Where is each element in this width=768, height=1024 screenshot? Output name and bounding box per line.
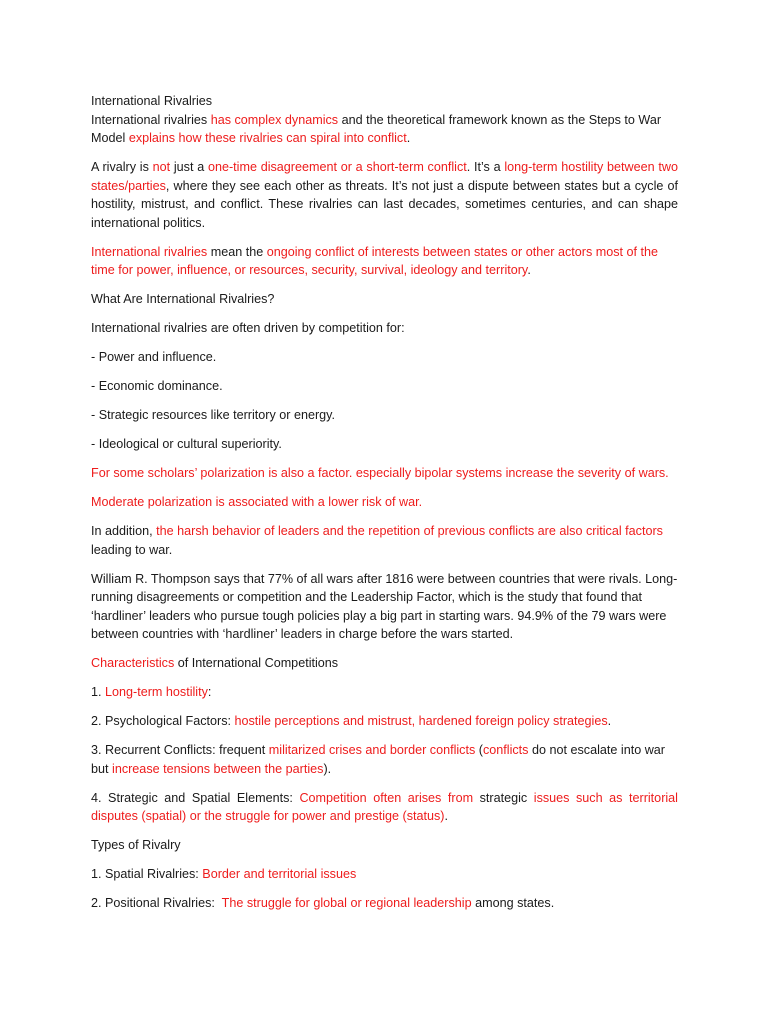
item-highlight: conflicts bbox=[482, 743, 529, 757]
item-text: ( bbox=[475, 743, 483, 757]
definition-highlight: one-time disagreement or a short-term conflict bbox=[207, 160, 467, 174]
definition-highlight: long-term hostility between two states/parties bbox=[91, 160, 678, 193]
driver-item: - Economic dominance. bbox=[91, 379, 223, 393]
item-highlight: increase tensions between the parties bbox=[112, 761, 324, 776]
addition-paragraph bbox=[91, 522, 678, 559]
section-heading-types: Types of Rivalry bbox=[91, 838, 181, 852]
definition-highlight: not bbox=[152, 160, 171, 174]
item-text: among states. bbox=[471, 896, 555, 910]
heading-text: of International Competitions bbox=[174, 656, 339, 670]
section-heading-what: What Are International Rivalries? bbox=[91, 292, 275, 306]
item-text: 1. bbox=[91, 685, 106, 699]
characteristic-item-4 bbox=[91, 789, 678, 826]
item-text: do not escalate into war but bbox=[91, 743, 665, 776]
addition-text: In addition, bbox=[91, 524, 157, 538]
item-text: ). bbox=[323, 761, 332, 776]
item-text: . bbox=[444, 809, 448, 823]
item-text: 3. Recurrent Conflicts: frequent bbox=[91, 743, 269, 757]
characteristic-item-3 bbox=[91, 741, 678, 778]
item-text: 2. Positional Rivalries: bbox=[91, 896, 222, 910]
meaning-text: . bbox=[527, 263, 531, 277]
item-highlight: The struggle for global or regional leadership bbox=[221, 896, 472, 910]
item-highlight: issues such as territorial disputes (spatial) or the struggle for power and prestige (status) bbox=[91, 790, 678, 823]
meaning-paragraph bbox=[91, 243, 678, 280]
addition-highlight: the harsh behavior of leaders and the repetition of previous conflicts are also critical factors bbox=[156, 524, 663, 538]
characteristic-item-1 bbox=[91, 683, 678, 702]
item-highlight: Border and territorial issues bbox=[202, 867, 357, 881]
thompson-paragraph: William R. Thompson says that 77% of all wars after 1816 were between countries that were rivals. Long-running disagreements or competition and the Leadership Factor, which is the study that found that ‘hardliner’ leaders who pursue tough policies play a big part in starting wars. 94.9% of the 79 wars were between countries with ‘hardliner’ leaders in charge before the wars started. bbox=[91, 571, 678, 641]
intro-highlight: has complex dynamics bbox=[210, 112, 339, 127]
item-text: strategic bbox=[473, 790, 534, 805]
definition-text: , where they see each other as threats. It’s not just a dispute between states but a cycle of hostility, mistrust, and conflict. These rivalries can last decades, sometimes centuries, and can shape international politics. bbox=[91, 178, 678, 230]
item-highlight: hostile perceptions and mistrust, hardened foreign policy strategies bbox=[234, 714, 608, 728]
intro-text: and the theoretical framework known as the Steps to War Model bbox=[91, 112, 662, 145]
intro-text: International rivalries bbox=[91, 112, 211, 127]
document-title: International Rivalries bbox=[91, 94, 213, 108]
type-item-2 bbox=[91, 894, 678, 913]
document-page bbox=[91, 92, 678, 923]
rivalry-definition-paragraph bbox=[91, 158, 678, 232]
section-heading-characteristics bbox=[91, 654, 678, 673]
item-highlight: Long-term hostility bbox=[105, 685, 208, 699]
definition-text: A rivalry is bbox=[91, 160, 153, 174]
drivers-intro: International rivalries are often driven by competition for: bbox=[91, 321, 405, 335]
moderate-polarization-paragraph: Moderate polarization is associated with a lower risk of war. bbox=[91, 495, 423, 509]
driver-item: - Ideological or cultural superiority. bbox=[91, 437, 282, 451]
meaning-text: mean the bbox=[207, 244, 267, 259]
intro-text: . bbox=[406, 131, 411, 145]
meaning-highlight: ongoing conflict of interests between states or other actors most of the time for power, influence, or resources, security, survival, ideology and territory bbox=[91, 244, 659, 277]
item-highlight: Competition often arises from bbox=[299, 790, 474, 805]
item-highlight: militarized crises and border conflicts bbox=[268, 743, 476, 757]
type-item-1 bbox=[91, 865, 678, 884]
addition-text: leading to war. bbox=[91, 542, 173, 557]
definition-text: . It’s a bbox=[466, 160, 505, 174]
definition-text: just a bbox=[170, 160, 208, 174]
meaning-highlight: International rivalries bbox=[91, 244, 208, 259]
item-text: . bbox=[607, 714, 612, 728]
driver-item: - Strategic resources like territory or energy. bbox=[91, 408, 336, 422]
intro-paragraph bbox=[91, 111, 678, 148]
intro-highlight: explains how these rivalries can spiral into conflict bbox=[128, 131, 407, 145]
item-text: : bbox=[207, 685, 212, 699]
item-text: 4. Strategic and Spatial Elements: bbox=[91, 790, 300, 805]
characteristic-item-2 bbox=[91, 712, 678, 731]
polarization-paragraph: For some scholars’ polarization is also a factor. especially bipolar systems increase the severity of wars. bbox=[91, 466, 669, 480]
heading-highlight: Characteristics bbox=[91, 656, 175, 670]
driver-item: - Power and influence. bbox=[91, 350, 217, 364]
item-text: 1. Spatial Rivalries: bbox=[91, 867, 203, 881]
item-text: 2. Psychological Factors: bbox=[91, 714, 235, 728]
